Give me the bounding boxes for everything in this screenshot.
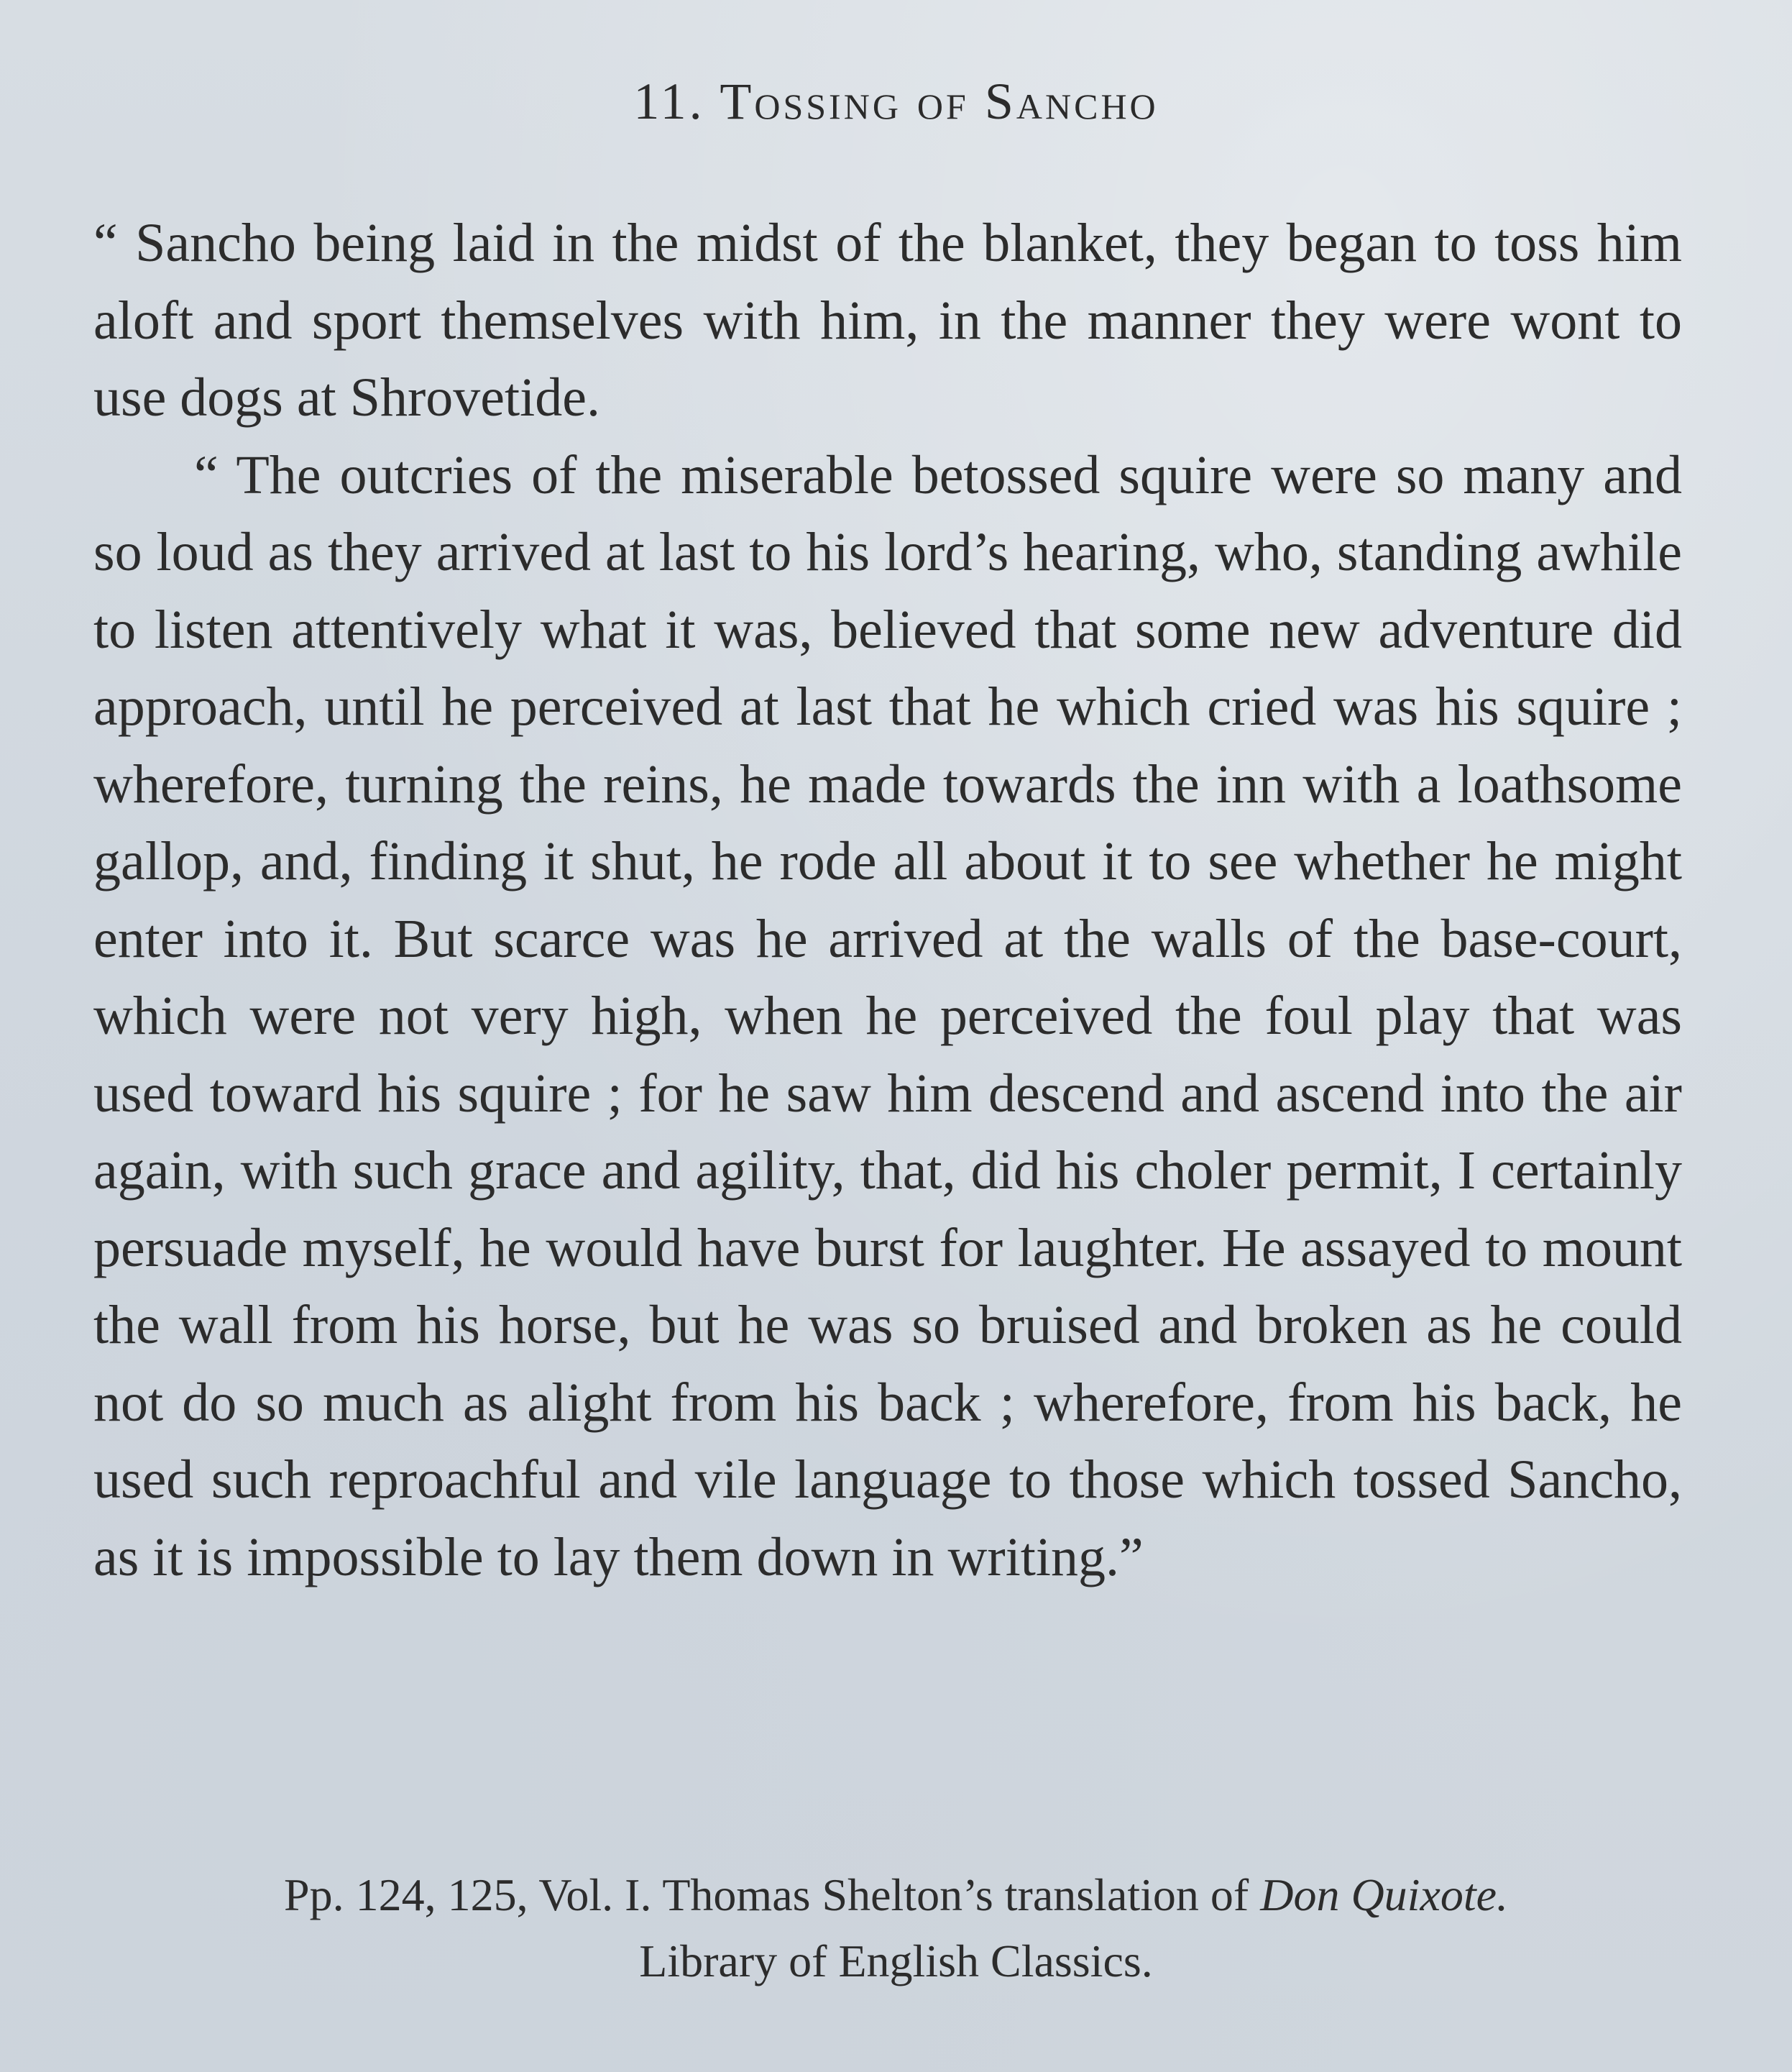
- page-heading: 11. Tossing of Sancho: [633, 73, 1159, 130]
- citation-work-title: Don Quixote.: [1260, 1869, 1509, 1920]
- quoted-passage: [93, 205, 1682, 1596]
- source-citation: [0, 1862, 1792, 1994]
- citation-reference: Pp. 124, 125, Vol. I. Thomas Shelton’s translation of: [283, 1869, 1249, 1920]
- citation-line-2: Library of English Classics.: [639, 1935, 1153, 1986]
- paragraph-2: “ The outcries of the miserable betossed squire were so many and so loud as they arrived at last to his lord’s hearing, who, standing awhile to listen attentively what it was, believed that some new adventure did approach, until he perceived at last that he which cried was his squire ; wherefore, turning the reins, he made towards the inn with a loathsome gallop, and, finding it shut, he rode all about it to see whether he might enter into it. But scarce was he arrived at the walls of the base-court, which were not very high, when he perceived the foul play that was used toward his squire ; for he saw him descend and ascend into the air again, with such grace and agility, that, did his choler permit, I certainly persuade myself, he would have burst for laughter. He assayed to mount the wall from his horse, but he was so bruised and broken as he could not do so much as alight from his back ; wherefore, from his back, he used such reproachful and vile language to those which tossed Sancho, as it is impossible to lay them down in writing.”: [93, 444, 1682, 1587]
- citation-line-1: [0, 1862, 1792, 1928]
- paragraph-1: “ Sancho being laid in the midst of the blanket, they began to toss him aloft and sport themselves with him, in the manner they were wont to use dogs at Shrovetide.: [93, 213, 1682, 428]
